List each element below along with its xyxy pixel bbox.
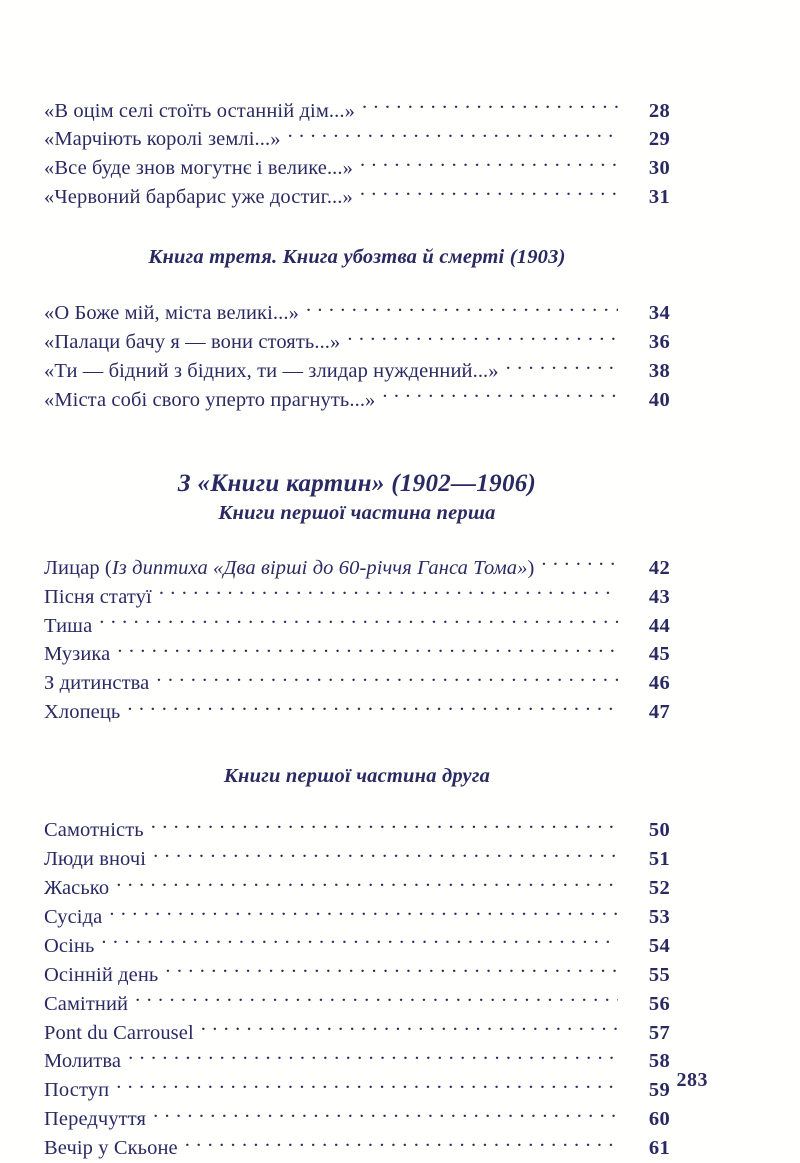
toc-entry[interactable] bbox=[44, 1018, 670, 1047]
toc-entry-title: Самітний bbox=[44, 992, 129, 1015]
toc-entry[interactable] bbox=[44, 1076, 670, 1105]
toc-section-pictures-part-two bbox=[44, 816, 670, 1163]
toc-entry[interactable] bbox=[44, 816, 670, 845]
toc-entry-title: Жасько bbox=[44, 877, 110, 899]
toc-section-heading-book-three: Книга третя. Книга убозтва й смерті (1903) bbox=[148, 245, 566, 268]
toc-entry-page: 60 bbox=[648, 1108, 670, 1131]
dot-leader bbox=[159, 582, 618, 603]
toc-entry-page: 29 bbox=[648, 128, 670, 151]
toc-entry[interactable] bbox=[44, 902, 670, 931]
toc-entry-page: 30 bbox=[648, 157, 670, 180]
toc-entry[interactable] bbox=[44, 154, 670, 183]
toc-entry-title: З дитинства bbox=[44, 672, 150, 695]
dot-leader bbox=[306, 299, 618, 320]
dot-leader bbox=[117, 640, 618, 661]
toc-entry[interactable] bbox=[44, 553, 670, 582]
toc-entry-title: Вечір у Скьоне bbox=[44, 1137, 178, 1160]
toc-entry[interactable] bbox=[44, 1134, 670, 1163]
toc-entry-title bbox=[44, 555, 534, 582]
toc-entry-page: 43 bbox=[648, 585, 670, 608]
spacer bbox=[44, 212, 670, 246]
toc-sub-heading: Книги першої частина перша bbox=[218, 502, 496, 525]
toc-entry-title: «Палаци бачу я — вони стоять...» bbox=[44, 331, 341, 354]
toc-entry-title: Самотність bbox=[44, 819, 144, 842]
toc-section-book-two-tail bbox=[44, 96, 670, 212]
toc-entry-page: 50 bbox=[648, 819, 670, 842]
toc-entry-title: «В оцім селі стоїть останній дім...» bbox=[44, 99, 355, 122]
dot-leader bbox=[128, 1047, 618, 1068]
toc-entry-title: «О Боже мій, міста великі...» bbox=[44, 302, 299, 325]
spacer bbox=[44, 525, 670, 553]
toc-entry[interactable] bbox=[44, 125, 670, 154]
toc-entry-page: 53 bbox=[648, 905, 670, 928]
toc-entry-title-suffix: ) bbox=[527, 556, 535, 579]
toc-entry-title-italic: Із диптиха «Два вірші до 60-річчя Ганса Тома» bbox=[111, 556, 528, 579]
page-folio: 283 bbox=[676, 1069, 708, 1091]
toc-entry[interactable] bbox=[44, 698, 670, 727]
dot-leader bbox=[156, 669, 618, 690]
dot-leader bbox=[127, 698, 618, 719]
toc-entry-page: 52 bbox=[648, 877, 670, 899]
toc-entry[interactable] bbox=[44, 989, 670, 1018]
toc-entry-title: Молитва bbox=[44, 1050, 122, 1073]
toc-entry-title: Осінь bbox=[44, 934, 95, 957]
toc-entry-title: Хлопець bbox=[44, 701, 121, 724]
toc-entry[interactable] bbox=[44, 299, 670, 328]
toc-entry-page: 59 bbox=[648, 1079, 670, 1102]
toc-entry-title: Пісня статуї bbox=[44, 585, 152, 608]
dot-leader bbox=[362, 96, 618, 117]
dot-leader bbox=[116, 874, 618, 895]
toc-entry[interactable] bbox=[44, 582, 670, 611]
toc-entry[interactable] bbox=[44, 96, 670, 125]
toc-entry-page: 40 bbox=[648, 388, 670, 411]
toc-entry-title-prefix: Лицар ( bbox=[44, 556, 112, 579]
toc-entry-page: 44 bbox=[648, 614, 670, 637]
dot-leader bbox=[135, 989, 618, 1010]
toc-entry-title: «Ти — бідний з бідних, ти — злидар нужденний...» bbox=[44, 359, 499, 382]
toc-entry-title: Сусіда bbox=[44, 905, 103, 928]
toc-part-title: З «Книги картин» (1902—1906) bbox=[177, 470, 537, 498]
toc-entry-page: 46 bbox=[648, 672, 670, 695]
dot-leader bbox=[506, 356, 618, 377]
toc-entry[interactable] bbox=[44, 640, 670, 669]
toc-entry-page: 51 bbox=[648, 848, 670, 871]
toc-entry[interactable] bbox=[44, 183, 670, 212]
dot-leader bbox=[541, 553, 618, 574]
dot-leader bbox=[109, 902, 618, 923]
dot-leader bbox=[99, 611, 618, 632]
toc-entry-page: 58 bbox=[648, 1050, 670, 1073]
toc-entry-title: Тиша bbox=[44, 614, 93, 637]
dot-leader bbox=[360, 154, 618, 175]
toc-entry-page: 57 bbox=[648, 1021, 670, 1044]
toc-sub-heading: Книги першої частина друга bbox=[223, 764, 491, 787]
spacer bbox=[44, 727, 670, 765]
dot-leader bbox=[116, 1076, 618, 1097]
toc-entry[interactable] bbox=[44, 874, 670, 903]
spacer bbox=[44, 414, 670, 470]
toc-entry-title: «Міста собі свого уперто прагнуть...» bbox=[44, 388, 376, 411]
toc-section-pictures-part-one bbox=[44, 553, 670, 726]
spacer bbox=[44, 788, 670, 816]
spacer bbox=[44, 269, 670, 299]
toc-section-book-three bbox=[44, 299, 670, 415]
toc-entry[interactable] bbox=[44, 1105, 670, 1134]
toc-entry-title: «Червоний барбарис уже достиг...» bbox=[44, 186, 353, 209]
toc-entry[interactable] bbox=[44, 669, 670, 698]
toc-entry-page: 54 bbox=[648, 934, 670, 957]
toc-entry-title: Люди вночі bbox=[44, 848, 147, 871]
toc-entry-page: 45 bbox=[648, 643, 670, 666]
dot-leader bbox=[185, 1134, 618, 1155]
toc-entry-title: Pont du Carrousel bbox=[44, 1021, 194, 1044]
dot-leader bbox=[201, 1018, 618, 1039]
toc-entry-page: 34 bbox=[648, 302, 670, 325]
toc-entry[interactable] bbox=[44, 1047, 670, 1076]
dot-leader bbox=[288, 125, 618, 146]
toc-entry[interactable] bbox=[44, 328, 670, 357]
toc-entry-title: «Марчіють королі землі...» bbox=[44, 128, 281, 151]
toc-entry-page: 56 bbox=[648, 992, 670, 1015]
toc-entry[interactable] bbox=[44, 385, 670, 414]
toc-entry-title: Осінній день bbox=[44, 963, 159, 986]
toc-entry-title: «Все буде знов могутнє і велике...» bbox=[44, 157, 353, 180]
toc-entry-title: Поступ bbox=[44, 1079, 110, 1102]
toc-entry-page: 36 bbox=[648, 331, 670, 354]
dot-leader bbox=[101, 931, 618, 952]
toc-entry[interactable] bbox=[44, 931, 670, 960]
toc-entry-title: Передчуття bbox=[44, 1108, 147, 1131]
toc-entry-page: 42 bbox=[648, 556, 670, 579]
dot-leader bbox=[151, 816, 618, 837]
toc-entry[interactable] bbox=[44, 611, 670, 640]
toc-content bbox=[44, 96, 670, 1163]
dot-leader bbox=[360, 183, 618, 204]
toc-entry[interactable] bbox=[44, 960, 670, 989]
dot-leader bbox=[153, 1105, 618, 1126]
toc-entry-page: 38 bbox=[648, 359, 670, 382]
toc-entry-page: 28 bbox=[648, 99, 670, 122]
toc-entry-page: 61 bbox=[648, 1137, 670, 1160]
toc-entry-page: 55 bbox=[648, 963, 670, 986]
dot-leader bbox=[165, 960, 618, 981]
dot-leader bbox=[153, 845, 618, 866]
toc-entry[interactable] bbox=[44, 356, 670, 385]
toc-entry-page: 47 bbox=[648, 701, 670, 724]
toc-entry-page: 31 bbox=[648, 186, 670, 209]
dot-leader bbox=[347, 328, 618, 349]
toc-entry[interactable] bbox=[44, 845, 670, 874]
toc-entry-title: Музика bbox=[44, 643, 111, 666]
dot-leader bbox=[382, 385, 618, 406]
